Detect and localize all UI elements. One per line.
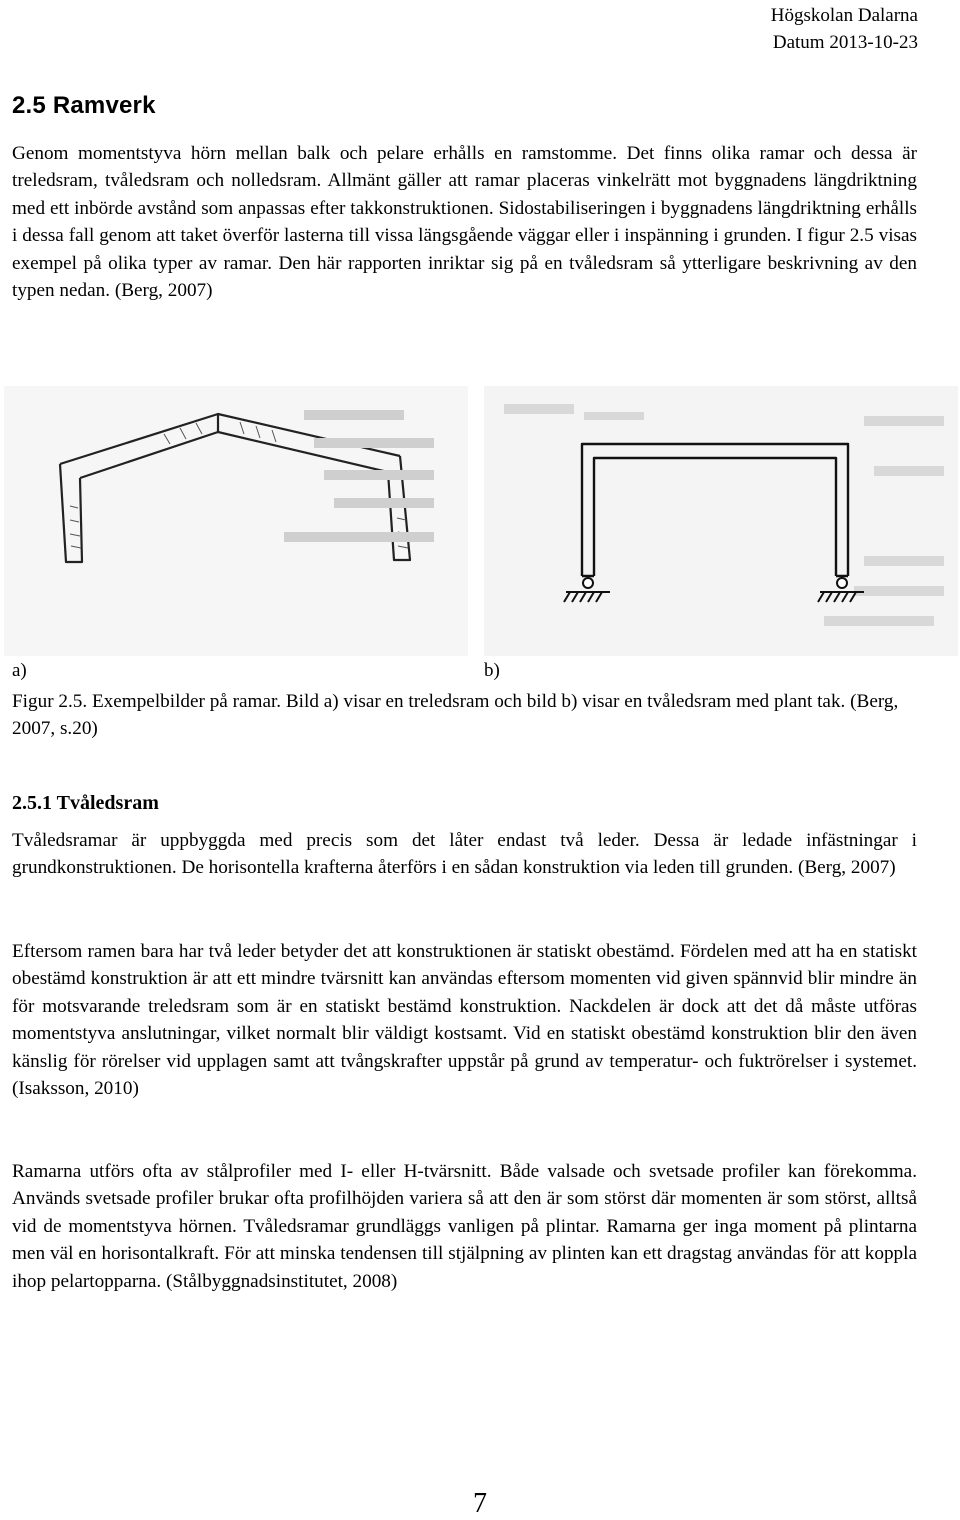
page-header — [771, 2, 918, 56]
three-hinged-frame-drawing — [4, 386, 468, 656]
header-date: Datum 2013-10-23 — [772, 32, 918, 53]
figure-frames — [0, 384, 960, 660]
figure-label-a: a) — [12, 660, 27, 681]
subsection-paragraph-2: Eftersom ramen bara har två leder betyder det att konstruktionen är statiskt obestämd. Fördelen med att ha en statiskt obestämd konstruktion är att ett mindre tvärsnitt kan användas eftersom momenten vid given spännvid blir mindre än för motsvarande treledsram som är en statiskt bestämd konstruktion. Nackdelen är dock att det då måste utföras momentstyva anslutningar, vilket normalt blir väldigt kostsamt. Vid en statiskt obestämd konstruktion blir den även känslig för rörelser vid upplagen samt att tvångskrafter uppstår på grund av temperatur- och fuktrörelser i systemet. (Isaksson, 2010) — [12, 941, 917, 1100]
section-title: 2.5 Ramverk — [12, 92, 156, 119]
figure-caption: Figur 2.5. Exempelbilder på ramar. Bild a) visar en treledsram och bild b) visar en tvåledsram med plant tak. (Berg, 2007, s.20) — [12, 691, 899, 740]
figure-a-image — [4, 386, 468, 656]
subsection-paragraph-3: Ramarna utförs ofta av stålprofiler med I- eller H-tvärsnitt. Både valsade och svetsade profiler kan förekomma. Används svetsade profiler brukar ofta profilhöjden variera så att den är som störst där momenten är som störst, alltså vid de momentstyva hörnen. Tvåledsramar grundläggs vanligen på plintar. Ramarna ger inga moment på plintarna men väl en horisontalkraft. För att minska tendensen till stjälpning av plinten kan ett dragstag användas för att koppla ihop pelartopparna. (Stålbyggnadsinstitutet, 2008) — [12, 1161, 917, 1292]
figure-b-image — [484, 386, 958, 656]
subsection-paragraph-1: Tvåledsramar är uppbyggda med precis som det låter endast två leder. Dessa är ledade infästningar i grundkonstruktionen. De horisontella krafterna återförs i en sådan konstruktion via leden till grunden. (Berg, 2007) — [12, 830, 917, 879]
two-hinged-frame-drawing — [484, 386, 958, 656]
header-institution: Högskolan Dalarna — [770, 5, 918, 26]
page-number: 7 — [473, 1488, 487, 1519]
section-paragraph: Genom momentstyva hörn mellan balk och pelare erhålls en ramstomme. Det finns olika ramar och dessa är treledsram, tvåledsram och nolledsram. Allmänt gäller att ramar placeras vinkelrätt mot byggnadens längdriktning med ett inbörde avstånd som anpassas efter takkonstruktionen. Sidostabiliseringen i byggnadens längdriktning erhålls i dessa fall genom att taket överför lasterna till vissa längsgående väggar eller i inspänning i grunden. I figur 2.5 visas exempel på olika typer av ramar. Den här rapporten inriktar sig på en tvåledsram så ytterligare beskrivning av den typen nedan. (Berg, 2007) — [12, 143, 917, 302]
subsection-title: 2.5.1 Tvåledsram — [12, 792, 159, 814]
figure-label-b: b) — [484, 660, 500, 681]
